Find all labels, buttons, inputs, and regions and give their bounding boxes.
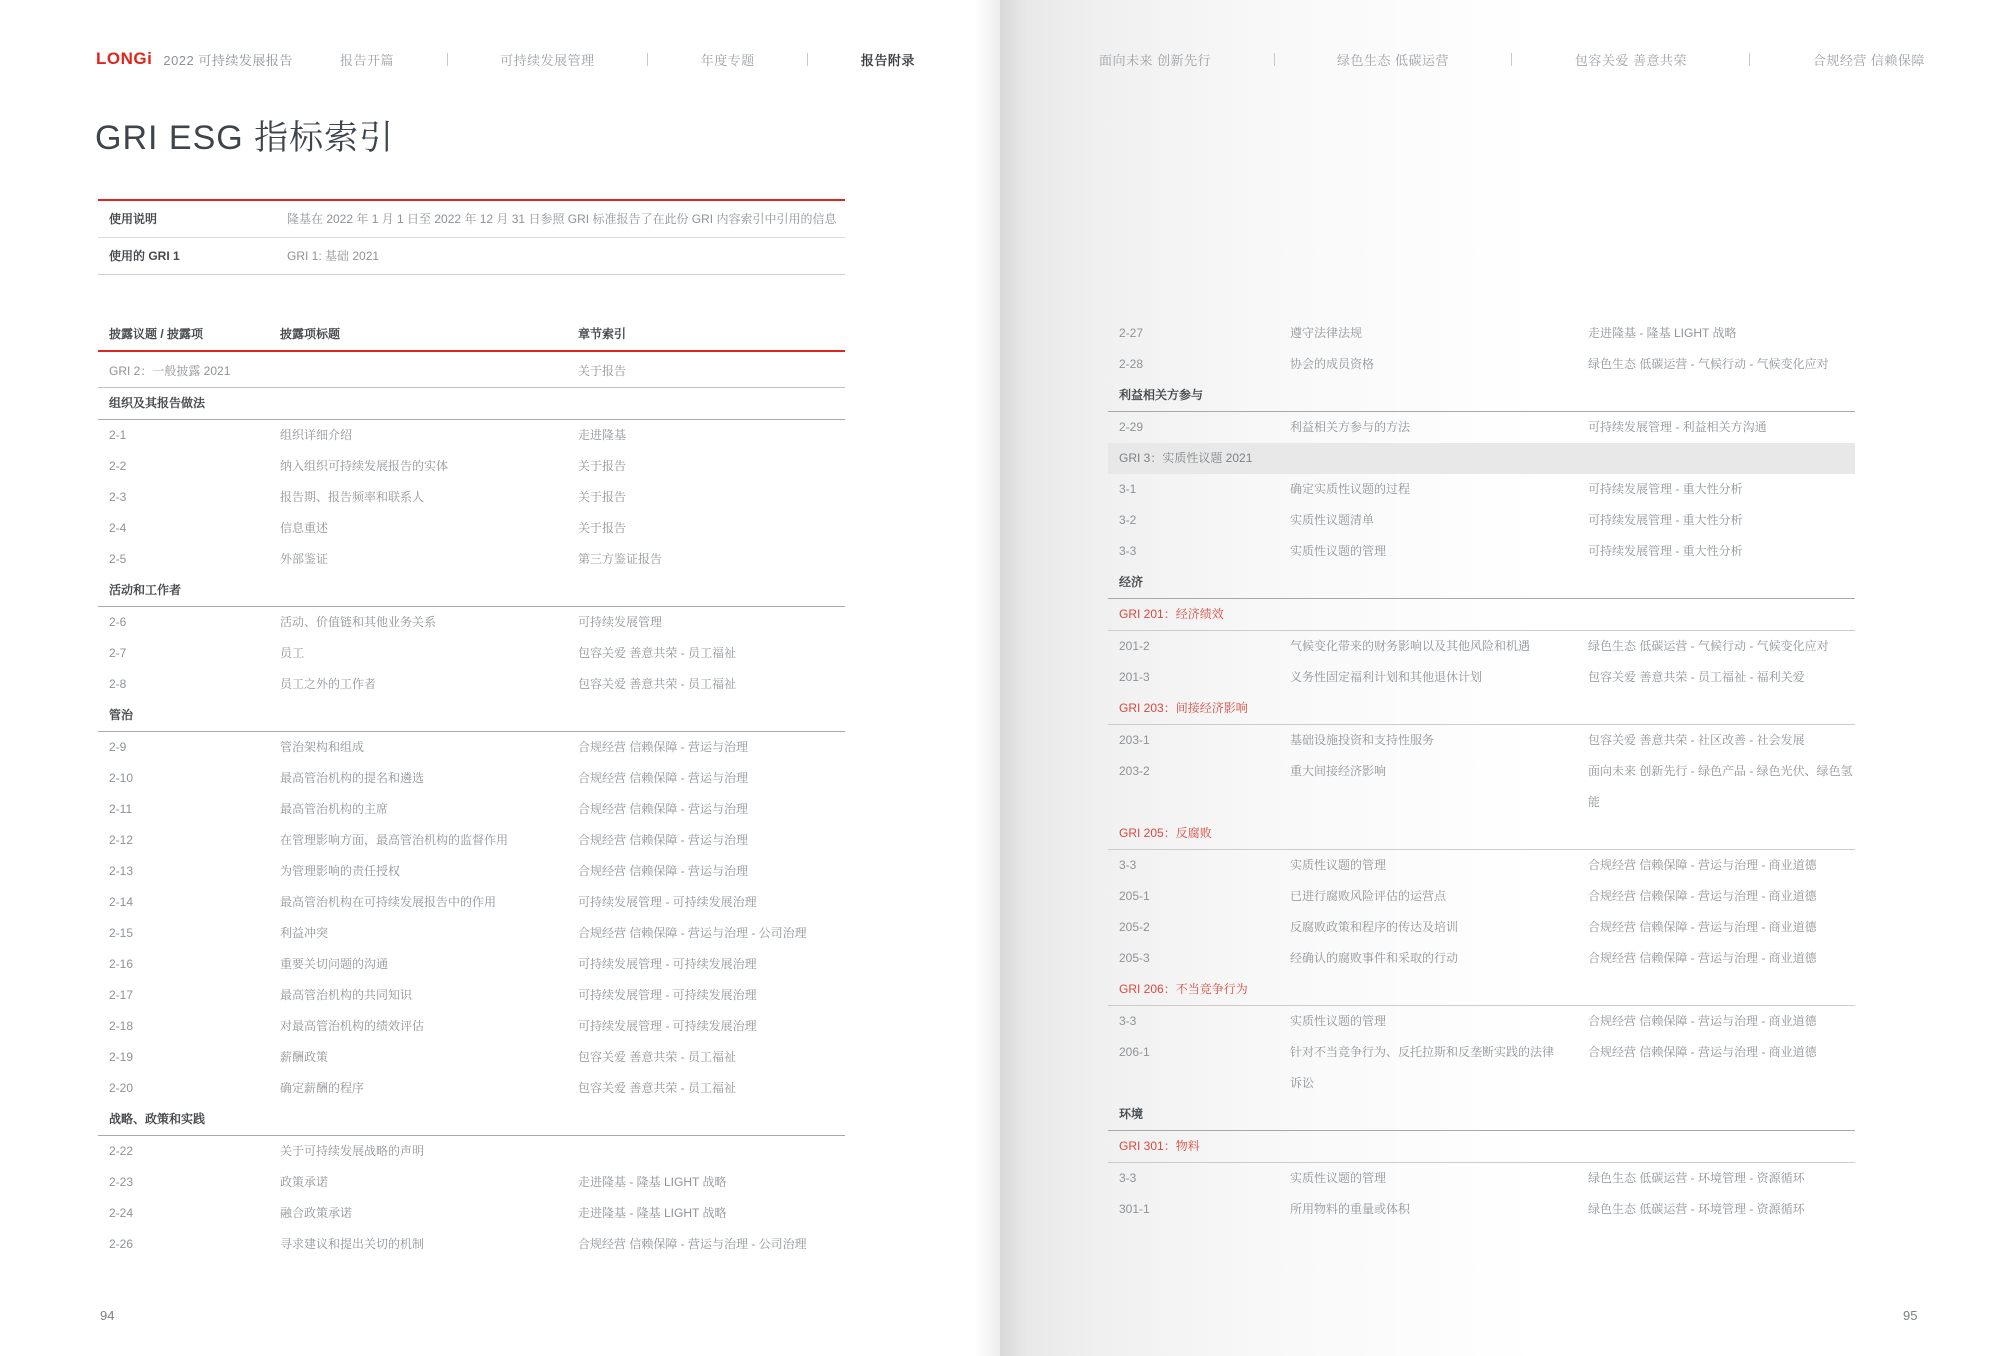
top-nav-right bbox=[1099, 50, 1925, 69]
cell-disclosure-id: 2-14 bbox=[109, 895, 134, 909]
cell-section-index: 走进隆基 - 隆基 LIGHT 战略 bbox=[578, 1175, 727, 1189]
table-row bbox=[1108, 1037, 1855, 1099]
row-label: GRI 301：物料 bbox=[1119, 1139, 1200, 1153]
row-label: GRI 203：间接经济影响 bbox=[1119, 701, 1248, 715]
cell-section-index: 合规经营 信赖保障 - 营运与治理 - 商业道德 bbox=[1588, 951, 1817, 965]
cell-section-index: 走进隆基 - 隆基 LIGHT 战略 bbox=[578, 1206, 727, 1220]
cell-section-index: 可持续发展管理 - 可持续发展治理 bbox=[578, 895, 757, 909]
cell-disclosure-title: 关于可持续发展战略的声明 bbox=[280, 1144, 425, 1158]
cell-disclosure-title: 实质性议题的管理 bbox=[1290, 544, 1387, 558]
cell-section-index: 合规经营 信赖保障 - 营运与治理 bbox=[578, 802, 748, 816]
nav-separator bbox=[1749, 53, 1750, 66]
cell-disclosure-title: 活动、价值链和其他业务关系 bbox=[280, 615, 437, 629]
cell-disclosure-title: 最高管治机构的提名和遴选 bbox=[280, 771, 425, 785]
cell-disclosure-title: 员工之外的工作者 bbox=[280, 677, 377, 691]
cell-disclosure-id: 2-15 bbox=[109, 926, 134, 940]
cell-disclosure-title: 经确认的腐败事件和采取的行动 bbox=[1290, 951, 1459, 965]
nav-item: 可持续发展管理 bbox=[500, 53, 595, 68]
cell-disclosure-title: 反腐败政策和程序的传达及培训 bbox=[1290, 920, 1459, 934]
table-row bbox=[98, 1073, 845, 1104]
cell-disclosure-id: 2-29 bbox=[1119, 420, 1144, 434]
table-row bbox=[1108, 756, 1855, 818]
cell-disclosure-title: 管治架构和组成 bbox=[280, 740, 365, 754]
cell-section-index: 绿色生态 低碳运营 - 环境管理 - 资源循环 bbox=[1588, 1202, 1805, 1216]
table-header-row bbox=[98, 318, 845, 352]
cell-section-index: 可持续发展管理 bbox=[578, 615, 663, 629]
table-row bbox=[98, 887, 845, 918]
cell-section-index: 绿色生态 低碳运营 - 气候行动 - 气候变化应对 bbox=[1588, 357, 1829, 371]
nav-separator bbox=[1511, 53, 1512, 66]
cell-disclosure-id: 205-1 bbox=[1119, 889, 1150, 903]
cell-section-index: 合规经营 信赖保障 - 营运与治理 - 商业道德 bbox=[1588, 858, 1817, 872]
table-row bbox=[98, 1042, 845, 1073]
cell-section-index: 包容关爱 善意共荣 - 员工福祉 bbox=[578, 1081, 736, 1095]
table-row bbox=[98, 980, 845, 1011]
nav-item: 包容关爱 善意共荣 bbox=[1574, 53, 1687, 68]
usage-info-table bbox=[98, 199, 845, 275]
table-row bbox=[98, 918, 845, 949]
info-row bbox=[98, 201, 845, 237]
cell-disclosure-title: 实质性议题的管理 bbox=[1290, 1171, 1387, 1185]
cell-disclosure-title: 信息重述 bbox=[280, 521, 329, 535]
cell-section-index: 包容关爱 善意共荣 - 员工福祉 bbox=[578, 646, 736, 660]
page-right bbox=[1000, 0, 2000, 1356]
table-row bbox=[1108, 412, 1855, 443]
cell-section-index: 可持续发展管理 - 可持续发展治理 bbox=[578, 1019, 757, 1033]
column-header: 披露议题 / 披露项 bbox=[109, 327, 204, 341]
cell-section-index: 包容关爱 善意共荣 - 社区改善 - 社会发展 bbox=[1588, 733, 1805, 747]
cell-disclosure-id: 3-3 bbox=[1119, 858, 1137, 872]
table-row bbox=[1108, 505, 1855, 536]
table-row bbox=[1108, 536, 1855, 567]
cell-disclosure-id: 301-1 bbox=[1119, 1202, 1150, 1216]
table-row bbox=[1108, 318, 1855, 349]
page-number-left: 94 bbox=[100, 1308, 115, 1323]
row-label: 管治 bbox=[109, 708, 134, 722]
cell-disclosure-id: 3-2 bbox=[1119, 513, 1137, 527]
table-row bbox=[1108, 943, 1855, 974]
section-header-row bbox=[1108, 567, 1855, 599]
table-row bbox=[98, 1011, 845, 1042]
cell-disclosure-id: 3-1 bbox=[1119, 482, 1137, 496]
gri-index-table-right bbox=[1108, 318, 1855, 1225]
cell-disclosure-title: 组织详细介绍 bbox=[280, 428, 353, 442]
cell-section-index: 可持续发展管理 - 重大性分析 bbox=[1588, 544, 1743, 558]
info-value: GRI 1: 基础 2021 bbox=[287, 249, 380, 263]
cell-section-index: 合规经营 信赖保障 - 营运与治理 - 公司治理 bbox=[578, 1237, 807, 1251]
cell-section-index: 合规经营 信赖保障 - 营运与治理 bbox=[578, 771, 748, 785]
cell-disclosure-id: 2-12 bbox=[109, 833, 134, 847]
cell-disclosure-title: 利益冲突 bbox=[280, 926, 329, 940]
cell-section-index: 走进隆基 - 隆基 LIGHT 战略 bbox=[1588, 326, 1737, 340]
gri-standard-header-row bbox=[1108, 599, 1855, 631]
gri-standard-header-row bbox=[1108, 974, 1855, 1006]
cell-disclosure-id: 2-11 bbox=[109, 802, 133, 816]
cell-section-index: 关于报告 bbox=[578, 459, 627, 473]
cell-disclosure-id: 2-27 bbox=[1119, 326, 1144, 340]
cell-disclosure-id: 2-18 bbox=[109, 1019, 134, 1033]
cell-disclosure-title: 义务性固定福利计划和其他退休计划 bbox=[1290, 670, 1483, 684]
cell-section-index: 面向未来 创新先行 - 绿色产品 - 绿色光伏、绿色氢能 bbox=[1588, 764, 1853, 809]
nav-item: 合规经营 信赖保障 bbox=[1812, 53, 1925, 68]
cell-disclosure-title: 确定薪酬的程序 bbox=[280, 1081, 365, 1095]
cell-disclosure-title: 气候变化带来的财务影响以及其他风险和机遇 bbox=[1290, 639, 1531, 653]
cell-disclosure-id: 2-26 bbox=[109, 1237, 134, 1251]
cell-disclosure-id: 2-19 bbox=[109, 1050, 134, 1064]
cell-disclosure-id: 2-13 bbox=[109, 864, 134, 878]
cell-section-index: 合规经营 信赖保障 - 营运与治理 bbox=[578, 864, 748, 878]
cell-disclosure-title: 员工 bbox=[280, 646, 305, 660]
row-label: 组织及其报告做法 bbox=[109, 396, 206, 410]
cell-section-index: 绿色生态 低碳运营 - 气候行动 - 气候变化应对 bbox=[1588, 639, 1829, 653]
cell-disclosure-id: 3-3 bbox=[1119, 544, 1137, 558]
cell-section-index: 关于报告 bbox=[578, 521, 627, 535]
page-title: GRI ESG 指标索引 bbox=[95, 119, 395, 157]
gri3-band-row bbox=[1108, 443, 1855, 474]
cell-disclosure-id: 3-3 bbox=[1119, 1171, 1137, 1185]
table-row bbox=[98, 451, 845, 482]
cell-disclosure-id: 205-3 bbox=[1119, 951, 1150, 965]
cell-section-index: 可持续发展管理 - 利益相关方沟通 bbox=[1588, 420, 1767, 434]
table-row bbox=[98, 420, 845, 451]
info-label: 使用的 GRI 1 bbox=[109, 249, 180, 263]
cell-section-index: 第三方鉴证报告 bbox=[578, 552, 663, 566]
table-row bbox=[1108, 474, 1855, 505]
table-row bbox=[98, 732, 845, 763]
cell-disclosure-title: 对最高管治机构的绩效评估 bbox=[280, 1019, 425, 1033]
cell-disclosure-title: 遵守法律法规 bbox=[1290, 326, 1363, 340]
section-header-row bbox=[98, 700, 845, 732]
cell-disclosure-id: 205-2 bbox=[1119, 920, 1150, 934]
cell-disclosure-title: 最高管治机构的主席 bbox=[280, 802, 389, 816]
cell-disclosure-id: 2-3 bbox=[109, 490, 127, 504]
cell-disclosure-title: 实质性议题的管理 bbox=[1290, 858, 1387, 872]
longi-logo: LONGi bbox=[96, 49, 153, 68]
table-row bbox=[1108, 912, 1855, 943]
cell-section-index: 绿色生态 低碳运营 - 环境管理 - 资源循环 bbox=[1588, 1171, 1805, 1185]
cell-section-index: 可持续发展管理 - 可持续发展治理 bbox=[578, 957, 757, 971]
nav-separator bbox=[1274, 53, 1275, 66]
cell-disclosure-id: 2-6 bbox=[109, 615, 127, 629]
cell-disclosure-title: 最高管治机构在可持续发展报告中的作用 bbox=[280, 895, 497, 909]
cell-section-index: 可持续发展管理 - 可持续发展治理 bbox=[578, 988, 757, 1002]
cell-section-index: 合规经营 信赖保障 - 营运与治理 - 商业道德 bbox=[1588, 889, 1817, 903]
row-label: 利益相关方参与 bbox=[1119, 388, 1204, 402]
info-row bbox=[98, 237, 845, 274]
table-row bbox=[1108, 631, 1855, 662]
cell-disclosure-id: 2-4 bbox=[109, 521, 127, 535]
table-row bbox=[98, 669, 845, 700]
table-row bbox=[98, 638, 845, 669]
cell-section-index: 合规经营 信赖保障 - 营运与治理 - 公司治理 bbox=[578, 926, 807, 940]
cell-disclosure-title: 针对不当竞争行为、反托拉斯和反垄断实践的法律诉讼 bbox=[1290, 1045, 1555, 1090]
column-header: 章节索引 bbox=[578, 327, 627, 341]
cell-disclosure-id: 2-9 bbox=[109, 740, 127, 754]
cell-section-index: 可持续发展管理 - 重大性分析 bbox=[1588, 482, 1743, 496]
cell-disclosure-id: 206-1 bbox=[1119, 1045, 1150, 1059]
cell-section-index: 合规经营 信赖保障 - 营运与治理 - 商业道德 bbox=[1588, 1014, 1817, 1028]
nav-separator bbox=[447, 53, 448, 66]
cell-disclosure-title: 确定实质性议题的过程 bbox=[1290, 482, 1411, 496]
cell-disclosure-id: 2-17 bbox=[109, 988, 134, 1002]
table-row bbox=[1108, 349, 1855, 380]
cell-section-index: 合规经营 信赖保障 - 营运与治理 - 商业道德 bbox=[1588, 1045, 1817, 1059]
cell-disclosure-title: 政策承诺 bbox=[280, 1175, 329, 1189]
cell-disclosure-title: 重大间接经济影响 bbox=[1290, 764, 1387, 778]
cell-disclosure-id: 2-24 bbox=[109, 1206, 134, 1220]
table-row bbox=[98, 1229, 845, 1260]
brand bbox=[96, 49, 293, 69]
section-header-row bbox=[98, 388, 845, 420]
table-row bbox=[98, 1198, 845, 1229]
section-header-row bbox=[1108, 1099, 1855, 1131]
nav-item: 面向未来 创新先行 bbox=[1099, 53, 1212, 68]
cell-disclosure-title: 报告期、报告频率和联系人 bbox=[280, 490, 425, 504]
cell-section-index: 可持续发展管理 - 重大性分析 bbox=[1588, 513, 1743, 527]
section-header-row bbox=[98, 575, 845, 607]
cell-disclosure-title: 纳入组织可持续发展报告的实体 bbox=[280, 459, 449, 473]
info-label: 使用说明 bbox=[109, 212, 158, 226]
row-label: GRI 201：经济绩效 bbox=[1119, 607, 1224, 621]
cell-disclosure-id: 2-1 bbox=[109, 428, 127, 442]
table-row bbox=[98, 482, 845, 513]
cell-disclosure-id: 2-28 bbox=[1119, 357, 1144, 371]
cell-disclosure-id: 3-3 bbox=[1119, 1014, 1137, 1028]
cell-disclosure-title: 利益相关方参与的方法 bbox=[1290, 420, 1411, 434]
row-label: 战略、政策和实践 bbox=[109, 1112, 206, 1126]
cell-disclosure-id: 2-23 bbox=[109, 1175, 134, 1189]
cell-disclosure-title: 薪酬政策 bbox=[280, 1050, 329, 1064]
cell-disclosure-title: 外部鉴证 bbox=[280, 552, 329, 566]
cell-disclosure-id: 201-3 bbox=[1119, 670, 1150, 684]
cell-section-index: 合规经营 信赖保障 - 营运与治理 bbox=[578, 740, 748, 754]
top-nav-left bbox=[340, 50, 915, 69]
section-header-row bbox=[1108, 380, 1855, 412]
cell-disclosure-title: 重要关切问题的沟通 bbox=[280, 957, 389, 971]
cell-disclosure-title: 实质性议题清单 bbox=[1290, 513, 1375, 527]
row-label: GRI 205：反腐败 bbox=[1119, 826, 1212, 840]
cell-disclosure-id: 2-22 bbox=[109, 1144, 134, 1158]
cell-section-index: 关于报告 bbox=[578, 364, 627, 378]
cell-disclosure-title: 最高管治机构的共同知识 bbox=[280, 988, 413, 1002]
cell-section-index: 关于报告 bbox=[578, 490, 627, 504]
cell-section-index: 合规经营 信赖保障 - 营运与治理 - 商业道德 bbox=[1588, 920, 1817, 934]
cell-disclosure-id: 203-1 bbox=[1119, 733, 1150, 747]
cell-disclosure-id: 203-2 bbox=[1119, 764, 1150, 778]
table-row bbox=[98, 513, 845, 544]
cell-disclosure-title: 寻求建议和提出关切的机制 bbox=[280, 1237, 425, 1251]
info-value: 隆基在 2022 年 1 月 1 日至 2022 年 12 月 31 日参照 GRI 标准报告了在此份 GRI 内容索引中引用的信息 bbox=[287, 212, 837, 226]
section-header-row bbox=[98, 1104, 845, 1136]
cell-disclosure-title: 融合政策承诺 bbox=[280, 1206, 353, 1220]
cell-disclosure-title: 基础设施投资和支持性服务 bbox=[1290, 733, 1435, 747]
table-row bbox=[98, 794, 845, 825]
cell-disclosure-id: 2-20 bbox=[109, 1081, 134, 1095]
cell-disclosure-id: 2-16 bbox=[109, 957, 134, 971]
table-row bbox=[1108, 850, 1855, 881]
table-row bbox=[98, 607, 845, 638]
cell-disclosure-id: 2-8 bbox=[109, 677, 127, 691]
row-label: 环境 bbox=[1119, 1107, 1144, 1121]
cell-section-index: 走进隆基 bbox=[578, 428, 627, 442]
row-label: GRI 206：不当竞争行为 bbox=[1119, 982, 1248, 996]
gri-standard-header-row bbox=[1108, 818, 1855, 850]
cell-section-index: 包容关爱 善意共荣 - 员工福祉 bbox=[578, 677, 736, 691]
nav-separator bbox=[647, 53, 648, 66]
table-row bbox=[1108, 1163, 1855, 1194]
cell-disclosure-id: 2-5 bbox=[109, 552, 127, 566]
report-title: 2022 可持续发展报告 bbox=[163, 52, 293, 68]
cell-disclosure-title: 所用物料的重量或体积 bbox=[1290, 1202, 1411, 1216]
cell-disclosure-title: 为管理影响的责任授权 bbox=[280, 864, 401, 878]
row-label: 活动和工作者 bbox=[109, 583, 182, 597]
cell-disclosure-title: 已进行腐败风险评估的运营点 bbox=[1290, 889, 1447, 903]
topic-row bbox=[98, 356, 845, 388]
table-row bbox=[1108, 1006, 1855, 1037]
cell-disclosure-id: 2-2 bbox=[109, 459, 127, 473]
nav-separator bbox=[807, 53, 808, 66]
cell-disclosure-id: 201-2 bbox=[1119, 639, 1150, 653]
cell-disclosure-title: 在管理影响方面，最高管治机构的监督作用 bbox=[280, 833, 509, 847]
page-number-right: 95 bbox=[1903, 1308, 1918, 1323]
cell-section-index: 包容关爱 善意共荣 - 员工福祉 - 福利关爱 bbox=[1588, 670, 1805, 684]
table-row bbox=[98, 825, 845, 856]
row-label: 经济 bbox=[1119, 575, 1144, 589]
table-row bbox=[98, 949, 845, 980]
column-header: 披露项标题 bbox=[280, 327, 341, 341]
nav-item: 年度专题 bbox=[700, 53, 755, 68]
gri-standard-header-row bbox=[1108, 1131, 1855, 1163]
table-row bbox=[98, 544, 845, 575]
nav-item: 报告开篇 bbox=[340, 53, 395, 68]
cell-section-index: 包容关爱 善意共荣 - 员工福祉 bbox=[578, 1050, 736, 1064]
row-label: GRI 3：实质性议题 2021 bbox=[1119, 451, 1253, 465]
table-row bbox=[1108, 1194, 1855, 1225]
nav-item: 报告附录 bbox=[860, 53, 915, 68]
cell-section-index: 合规经营 信赖保障 - 营运与治理 bbox=[578, 833, 748, 847]
cell-disclosure-title: 协会的成员资格 bbox=[1290, 357, 1375, 371]
table-row bbox=[1108, 881, 1855, 912]
cell-disclosure-title: 实质性议题的管理 bbox=[1290, 1014, 1387, 1028]
gri-standard-header-row bbox=[1108, 693, 1855, 725]
cell-disclosure-id: GRI 2：一般披露 2021 bbox=[109, 364, 231, 378]
table-row bbox=[98, 856, 845, 887]
table-row bbox=[98, 763, 845, 794]
cell-disclosure-id: 2-7 bbox=[109, 646, 127, 660]
gri-index-table-left bbox=[98, 318, 845, 1260]
cell-disclosure-id: 2-10 bbox=[109, 771, 134, 785]
table-row bbox=[98, 1167, 845, 1198]
table-row bbox=[1108, 662, 1855, 693]
nav-item: 绿色生态 低碳运营 bbox=[1336, 53, 1450, 68]
table-row bbox=[98, 1136, 845, 1167]
table-row bbox=[1108, 725, 1855, 756]
